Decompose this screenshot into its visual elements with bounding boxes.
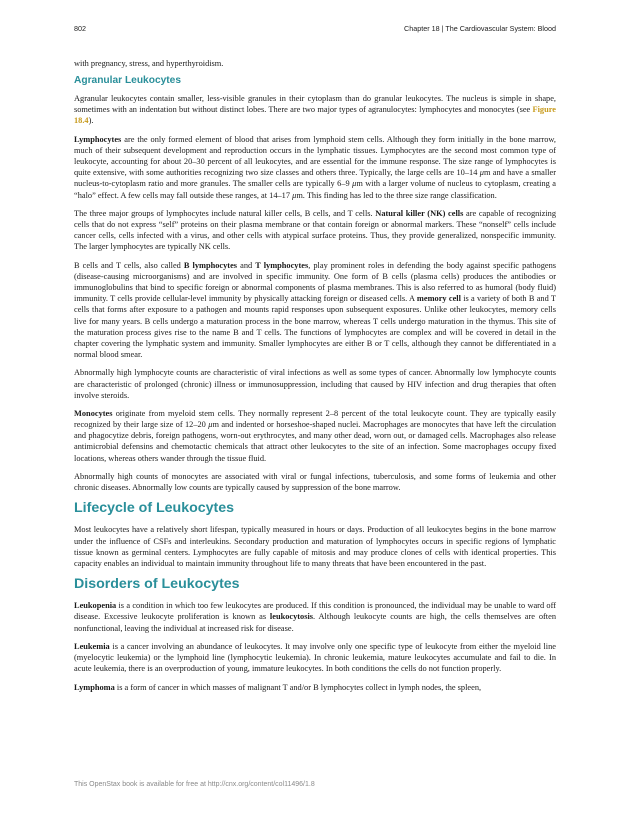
- key-term: Lymphoma: [74, 682, 115, 692]
- key-term: T lymphocytes: [255, 260, 309, 270]
- key-term: memory cell: [416, 294, 461, 304]
- section-heading: Lifecycle of Leukocytes: [74, 500, 235, 517]
- paragraph: Lymphoma is a form of cancer in which masses of malignant T and/or B lymphocytes collect in lymph nodes, the spleen,: [74, 682, 482, 692]
- key-term: Lymphocytes: [74, 134, 122, 144]
- running-header: [74, 24, 556, 36]
- paragraph: Agranular leukocytes contain smaller, less-visible granules in their cytoplasm than do granular leukocytes. The nucleus is simple in shape, sometimes with an indentation but without distinct lobes. There are two major types of agranulocytes: lymphocytes and monocytes (see Figure 18.4).: [74, 94, 556, 126]
- key-term: Leukemia: [74, 641, 110, 651]
- page-footer: This OpenStax book is available for free at http://cnx.org/content/col11496/1.8: [74, 781, 315, 788]
- paragraph: The three major groups of lymphocytes include natural killer cells, B cells, and T cells. Natural killer (NK) cells are capable of recognizing cells that do not express “self” proteins on their plasma membrane or that contain foreign or abnormal markers. These “nonself” cells include cancer cells, cells infected with a virus, and other cells with atypical surface proteins. Thus, they provide generalized, nonspecific immunity. The larger lymphocytes are typically NK cells.: [74, 208, 556, 252]
- key-term: B lymphocytes: [183, 260, 238, 270]
- subsection-heading: Agranular Leukocytes: [74, 75, 182, 87]
- key-term: Natural killer (NK) cells: [375, 208, 464, 218]
- paragraph: Monocytes originate from myeloid stem cells. They normally represent 2–8 percent of the total leukocyte count. They are typically easily recognized by their large size of 12–20 μm and indented or horseshoe-shaped nuclei. Macrophages are monocytes that have left the circulation and phagocytize debris, foreign pathogens, worn-out erythrocytes, and many other dead, worn out, or damaged cells. Macrophages also release antimicrobial defensins and chemotactic chemicals that attract other leukocytes to the site of an infection. Some macrophages occupy fixed locations, whereas others wander through the tissue fluid.: [74, 409, 557, 463]
- paragraph: with pregnancy, stress, and hyperthyroidism.: [74, 59, 224, 68]
- paragraph: Abnormally high lymphocyte counts are characteristic of viral infections as well as some types of cancer. Abnormally low lymphocyte counts are characteristic of prolonged (chronic) illness or immunosuppression, including that caused by HIV infection and drug therapies that often involve steroids.: [74, 368, 556, 400]
- paragraph: B cells and T cells, also called B lymphocytes and T lymphocytes, play prominent roles in defending the body against specific pathogens (disease-causing microorganisms) and are involved in specific immunity. One form of B cells (plasma cells) produces the antibodies or immunoglobulins that bind to specific foreign or abnormal components of plasma membranes. This is also referred to as humoral (body fluid) immunity. T cells provide cellular-level immunity by physically attacking foreign or diseased cells. A memory cell is a variety of both B and T cells that forms after exposure to a pathogen and mounts rapid responses upon subsequent exposures. Unlike other leukocytes, memory cells live for many years. B cells undergo a maturation process in the bone marrow, whereas T cells undergo maturation in the thymus. This site of the maturation process gives rise to the name B and T cells. The functions of lymphocytes are complex and will be covered in detail in the chapter covering the lymphatic system and immunity. Smaller lymphocytes are either B or T cells, although they cannot be differentiated in a normal blood smear.: [74, 260, 556, 359]
- page-number: 802: [74, 24, 86, 33]
- chapter-title: Chapter 18 | The Cardiovascular System: Blood: [404, 24, 556, 33]
- paragraph: Leukemia is a cancer involving an abundance of leukocytes. It may involve only one specific type of leukocyte from either the myeloid line (myelocytic leukemia) or the lymphoid line (lymphocytic leukemia). In chronic leukemia, mature leukocytes accumulate and fail to die. In acute leukemia, there is an overproduction of young, immature leukocytes. In both conditions the cells do not function properly.: [74, 641, 556, 674]
- paragraph: Most leukocytes have a relatively short lifespan, typically measured in hours or days. Production of all leukocytes begins in the bone marrow under the influence of CSFs and interleukins. Secondary production and maturation of lymphocytes occurs in specific regions of lymphatic tissue known as germinal centers. Lymphocytes are fully capable of mitosis and may produce clones of cells with identical properties. This capacity enables an individual to maintain immunity throughout life to many threats that have been encountered in the past.: [74, 525, 556, 568]
- section-heading: Disorders of Leukocytes: [74, 576, 240, 593]
- key-term: leukocytosis: [269, 612, 314, 622]
- paragraph: Abnormally high counts of monocytes are associated with viral or fungal infections, tuberculosis, and some forms of leukemia and other chronic diseases. Abnormally low counts are typically caused by suppression of the bone marrow.: [74, 471, 556, 493]
- paragraph: Lymphocytes are the only formed element of blood that arises from lymphoid stem cells. Although they form initially in the bone marrow, much of their subsequent development and reproduction occurs in the lymphatic tissues. Lymphocytes are the second most common type of leukocyte, accounting for about 20–30 percent of all leukocytes, and are essential for the immune response. The size range of lymphocytes is quite extensive, with some authorities recognizing two size classes and others three. Typically, the large cells are 10–14 μm and have a smaller nucleus-to-cytoplasm ratio and more granules. The smaller cells are typically 6–9 μm with a larger volume of nucleus to cytoplasm, creating a “halo” effect. A few cells may fall outside these ranges, at 14–17 μm. This finding has led to the three size range classification.: [74, 134, 556, 200]
- key-term: Leukopenia: [74, 601, 117, 611]
- figure-link[interactable]: Figure 18.4: [74, 105, 556, 126]
- key-term: Monocytes: [74, 409, 113, 418]
- paragraph: Leukopenia is a condition in which too few leukocytes are produced. If this condition is pronounced, the individual may be unable to ward off disease. Excessive leukocyte proliferation is known as leukocytosis. Although leukocyte counts are high, the cells themselves are often nonfunctional, leaving the individual at increased risk for disease.: [74, 601, 556, 633]
- body-content: [74, 58, 556, 700]
